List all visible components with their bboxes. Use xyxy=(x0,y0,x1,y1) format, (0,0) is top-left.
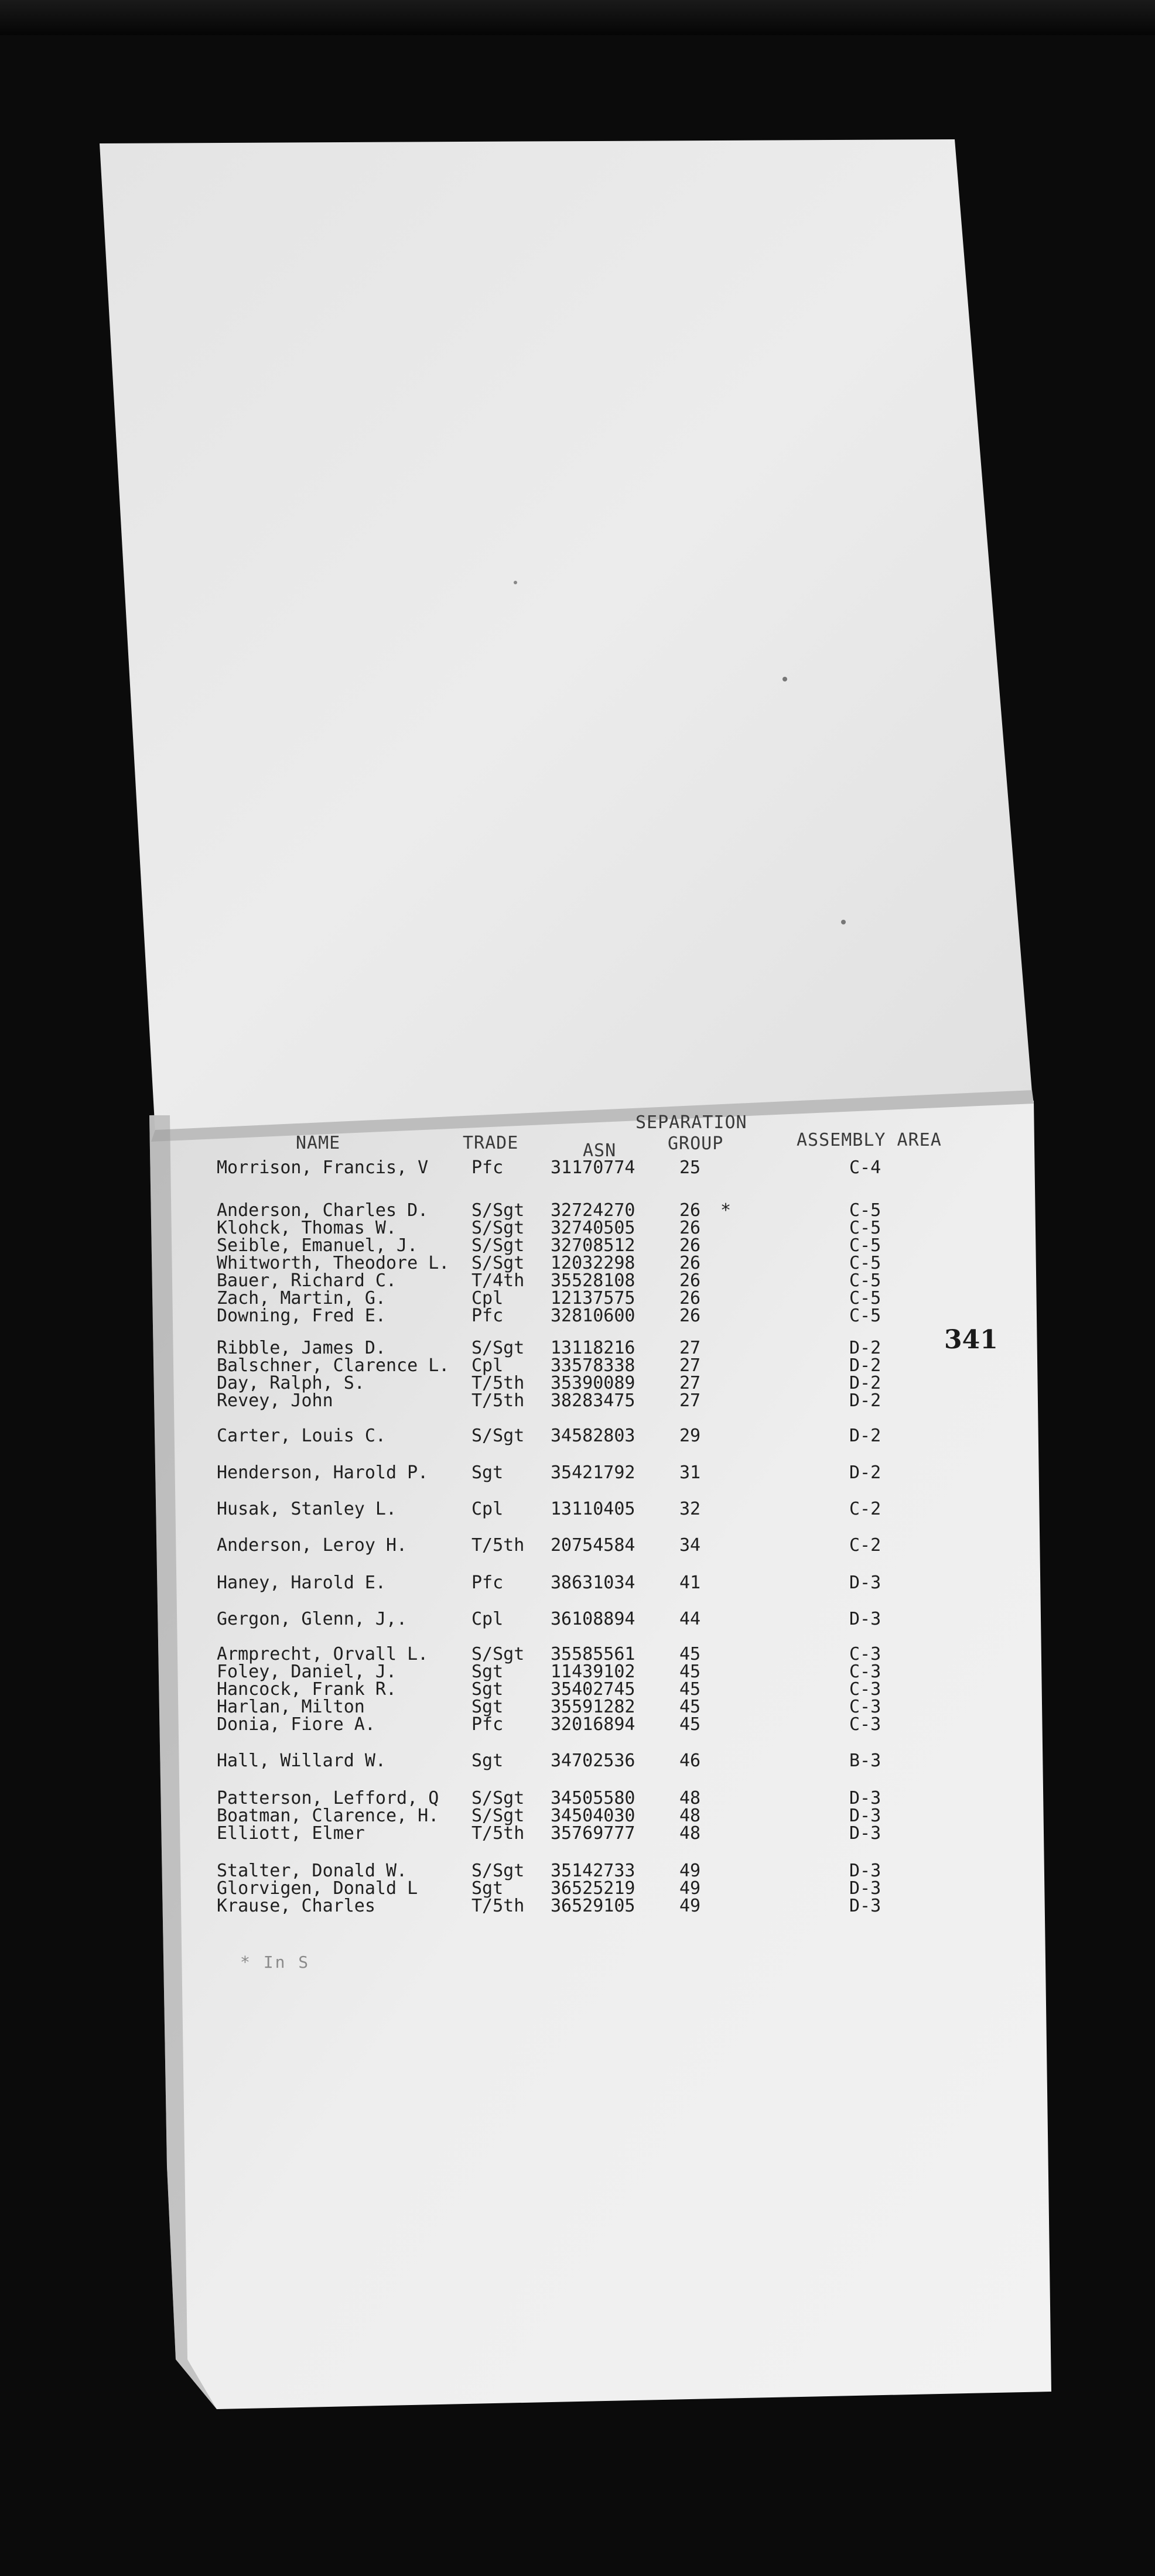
row-asn: 33578338 xyxy=(551,1355,635,1376)
row-name: Patterson, Lefford, Q xyxy=(217,1788,439,1808)
table-row xyxy=(164,1373,925,1393)
table-row xyxy=(164,1253,925,1273)
row-area: C-5 xyxy=(849,1270,881,1291)
row-area: D-3 xyxy=(849,1878,881,1899)
row-group: 31 xyxy=(679,1462,701,1483)
row-trade: Sgt xyxy=(471,1697,504,1717)
speck xyxy=(841,920,846,924)
row-group: 45 xyxy=(679,1662,701,1682)
row-group: 27 xyxy=(679,1373,701,1393)
table-row xyxy=(164,1788,925,1808)
row-group: 45 xyxy=(679,1644,701,1664)
row-group: 25 xyxy=(679,1157,701,1178)
row-name: Bauer, Richard C. xyxy=(217,1270,397,1291)
table-row xyxy=(164,1499,925,1519)
row-trade: Pfc xyxy=(471,1306,504,1326)
row-group: 26 xyxy=(679,1306,701,1326)
row-trade: S/Sgt xyxy=(471,1253,525,1273)
table-row xyxy=(164,1462,925,1482)
table-row xyxy=(164,1390,925,1410)
upper-sheet xyxy=(100,139,1032,1133)
row-asn: 13110405 xyxy=(551,1499,635,1519)
row-area: C-5 xyxy=(849,1306,881,1326)
row-name: Hancock, Frank R. xyxy=(217,1679,397,1700)
row-group: 27 xyxy=(679,1390,701,1411)
table-row xyxy=(164,1878,925,1898)
row-trade: Cpl xyxy=(471,1609,504,1629)
header-name: NAME xyxy=(296,1133,341,1153)
row-name: Donia, Fiore A. xyxy=(217,1714,375,1735)
row-name: Anderson, Leroy H. xyxy=(217,1535,408,1556)
table-row xyxy=(164,1338,925,1358)
row-group: 49 xyxy=(679,1878,701,1899)
row-area: C-5 xyxy=(849,1253,881,1273)
row-mark: * xyxy=(720,1200,732,1221)
row-trade: T/5th xyxy=(471,1823,525,1844)
row-group: 27 xyxy=(679,1338,701,1358)
row-name: Morrison, Francis, V xyxy=(217,1157,429,1178)
row-trade: Cpl xyxy=(471,1355,504,1376)
row-trade: Cpl xyxy=(471,1499,504,1519)
row-asn: 34505580 xyxy=(551,1788,635,1808)
row-asn: 36525219 xyxy=(551,1878,635,1899)
header-separation: SEPARATION xyxy=(635,1112,747,1133)
row-trade: T/5th xyxy=(471,1390,525,1411)
row-area: C-3 xyxy=(849,1697,881,1717)
row-trade: Sgt xyxy=(471,1462,504,1483)
row-group: 45 xyxy=(679,1679,701,1700)
table-row xyxy=(164,1697,925,1717)
speck xyxy=(782,677,787,681)
row-trade: S/Sgt xyxy=(471,1861,525,1881)
row-area: C-5 xyxy=(849,1235,881,1256)
row-name: Day, Ralph, S. xyxy=(217,1373,365,1393)
row-trade: Sgt xyxy=(471,1662,504,1682)
row-area: D-2 xyxy=(849,1390,881,1411)
row-group: 44 xyxy=(679,1609,701,1629)
table-row xyxy=(164,1288,925,1308)
table-row xyxy=(164,1861,925,1880)
row-area: D-3 xyxy=(849,1573,881,1593)
row-trade: Sgt xyxy=(471,1679,504,1700)
row-area: D-2 xyxy=(849,1462,881,1483)
row-name: Klohck, Thomas W. xyxy=(217,1218,397,1238)
row-trade: Pfc xyxy=(471,1157,504,1178)
row-name: Anderson, Charles D. xyxy=(217,1200,429,1221)
row-name: Elliott, Elmer xyxy=(217,1823,365,1844)
table-row xyxy=(164,1270,925,1290)
table-row xyxy=(164,1714,925,1734)
row-asn: 12137575 xyxy=(551,1288,635,1308)
row-asn: 38283475 xyxy=(551,1390,635,1411)
row-asn: 32724270 xyxy=(551,1200,635,1221)
row-asn: 36529105 xyxy=(551,1896,635,1916)
row-asn: 35585561 xyxy=(551,1644,635,1664)
row-trade: S/Sgt xyxy=(471,1218,525,1238)
row-trade: S/Sgt xyxy=(471,1235,525,1256)
table-row xyxy=(164,1355,925,1375)
header-area: ASSEMBLY AREA xyxy=(797,1130,942,1150)
row-trade: Pfc xyxy=(471,1714,504,1735)
row-asn: 31170774 xyxy=(551,1157,635,1178)
footnote: * In S xyxy=(240,1952,310,1972)
roster-list xyxy=(164,1112,1043,1979)
row-asn: 35421792 xyxy=(551,1462,635,1483)
row-asn: 11439102 xyxy=(551,1662,635,1682)
row-name: Carter, Louis C. xyxy=(217,1426,386,1446)
row-name: Harlan, Milton xyxy=(217,1697,365,1717)
row-asn: 35402745 xyxy=(551,1679,635,1700)
row-group: 45 xyxy=(679,1697,701,1717)
row-trade: S/Sgt xyxy=(471,1426,525,1446)
row-asn: 12032298 xyxy=(551,1253,635,1273)
row-area: C-3 xyxy=(849,1714,881,1735)
table-row xyxy=(164,1806,925,1825)
table-row xyxy=(164,1235,925,1255)
row-trade: T/5th xyxy=(471,1535,525,1556)
row-name: Boatman, Clarence, H. xyxy=(217,1806,439,1826)
row-asn: 35142733 xyxy=(551,1861,635,1881)
row-trade: S/Sgt xyxy=(471,1644,525,1664)
table-row xyxy=(164,1535,925,1555)
row-asn: 34504030 xyxy=(551,1806,635,1826)
row-name: Armprecht, Orvall L. xyxy=(217,1644,429,1664)
row-name: Haney, Harold E. xyxy=(217,1573,386,1593)
row-group: 49 xyxy=(679,1861,701,1881)
row-area: B-3 xyxy=(849,1751,881,1771)
header-group: GROUP xyxy=(668,1133,724,1154)
row-name: Krause, Charles xyxy=(217,1896,375,1916)
row-name: Henderson, Harold P. xyxy=(217,1462,429,1483)
row-area: C-3 xyxy=(849,1644,881,1664)
table-row xyxy=(164,1644,925,1664)
table-row xyxy=(164,1306,925,1325)
row-name: Downing, Fred E. xyxy=(217,1306,386,1326)
row-asn: 32016894 xyxy=(551,1714,635,1735)
row-trade: Cpl xyxy=(471,1288,504,1308)
row-asn: 35769777 xyxy=(551,1823,635,1844)
row-name: Zach, Martin, G. xyxy=(217,1288,386,1308)
row-group: 29 xyxy=(679,1426,701,1446)
row-asn: 20754584 xyxy=(551,1535,635,1556)
row-area: D-3 xyxy=(849,1788,881,1808)
row-name: Foley, Daniel, J. xyxy=(217,1662,397,1682)
row-name: Revey, John xyxy=(217,1390,333,1411)
row-trade: S/Sgt xyxy=(471,1806,525,1826)
row-asn: 13118216 xyxy=(551,1338,635,1358)
row-area: C-3 xyxy=(849,1662,881,1682)
row-area: C-5 xyxy=(849,1200,881,1221)
row-group: 45 xyxy=(679,1714,701,1735)
row-asn: 32740505 xyxy=(551,1218,635,1238)
row-name: Ribble, James D. xyxy=(217,1338,386,1358)
row-asn: 35390089 xyxy=(551,1373,635,1393)
row-area: C-4 xyxy=(849,1157,881,1178)
row-name: Gergon, Glenn, J,. xyxy=(217,1609,408,1629)
row-area: C-5 xyxy=(849,1218,881,1238)
row-group: 26 xyxy=(679,1200,701,1221)
row-area: D-2 xyxy=(849,1426,881,1446)
row-group: 48 xyxy=(679,1806,701,1826)
row-group: 32 xyxy=(679,1499,701,1519)
row-name: Husak, Stanley L. xyxy=(217,1499,397,1519)
row-asn: 35591282 xyxy=(551,1697,635,1717)
row-asn: 34702536 xyxy=(551,1751,635,1771)
row-trade: T/5th xyxy=(471,1373,525,1393)
header-trade: TRADE xyxy=(463,1133,519,1153)
row-asn: 35528108 xyxy=(551,1270,635,1291)
row-trade: T/5th xyxy=(471,1896,525,1916)
row-group: 34 xyxy=(679,1535,701,1556)
row-trade: S/Sgt xyxy=(471,1788,525,1808)
row-area: D-3 xyxy=(849,1823,881,1844)
row-group: 26 xyxy=(679,1270,701,1291)
row-asn: 36108894 xyxy=(551,1609,635,1629)
table-row xyxy=(164,1679,925,1699)
row-group: 26 xyxy=(679,1253,701,1273)
page-number: 341 xyxy=(944,1325,998,1355)
row-trade: Sgt xyxy=(471,1878,504,1899)
row-group: 41 xyxy=(679,1573,701,1593)
row-asn: 38631034 xyxy=(551,1573,635,1593)
row-name: Balschner, Clarence L. xyxy=(217,1355,450,1376)
table-row xyxy=(164,1200,925,1220)
row-group: 26 xyxy=(679,1288,701,1308)
row-group: 48 xyxy=(679,1788,701,1808)
row-area: C-2 xyxy=(849,1499,881,1519)
row-name: Hall, Willard W. xyxy=(217,1751,386,1771)
row-area: C-3 xyxy=(849,1679,881,1700)
table-row xyxy=(164,1609,925,1629)
row-trade: S/Sgt xyxy=(471,1338,525,1358)
row-asn: 34582803 xyxy=(551,1426,635,1446)
table-row xyxy=(164,1573,925,1592)
row-area: C-5 xyxy=(849,1288,881,1308)
table-row xyxy=(164,1751,925,1770)
row-group: 49 xyxy=(679,1896,701,1916)
table-row xyxy=(164,1896,925,1916)
row-trade: Pfc xyxy=(471,1573,504,1593)
row-area: C-2 xyxy=(849,1535,881,1556)
table-row xyxy=(164,1157,925,1177)
table-row xyxy=(164,1426,925,1445)
row-area: D-3 xyxy=(849,1896,881,1916)
row-name: Seible, Emanuel, J. xyxy=(217,1235,418,1256)
row-trade: S/Sgt xyxy=(471,1200,525,1221)
table-row xyxy=(164,1218,925,1238)
row-asn: 32708512 xyxy=(551,1235,635,1256)
row-trade: T/4th xyxy=(471,1270,525,1291)
row-name: Whitworth, Theodore L. xyxy=(217,1253,450,1273)
table-row xyxy=(164,1662,925,1681)
row-area: D-3 xyxy=(849,1861,881,1881)
row-group: 26 xyxy=(679,1218,701,1238)
row-area: D-2 xyxy=(849,1373,881,1393)
speck xyxy=(514,581,517,584)
row-group: 27 xyxy=(679,1355,701,1376)
row-area: D-2 xyxy=(849,1338,881,1358)
table-row xyxy=(164,1823,925,1843)
row-group: 26 xyxy=(679,1235,701,1256)
row-name: Glorvigen, Donald L xyxy=(217,1878,418,1899)
row-group: 48 xyxy=(679,1823,701,1844)
row-trade: Sgt xyxy=(471,1751,504,1771)
row-area: D-3 xyxy=(849,1609,881,1629)
row-asn: 32810600 xyxy=(551,1306,635,1326)
row-name: Stalter, Donald W. xyxy=(217,1861,408,1881)
header-asn: ASN xyxy=(583,1140,617,1161)
row-area: D-2 xyxy=(849,1355,881,1376)
row-area: D-3 xyxy=(849,1806,881,1826)
row-group: 46 xyxy=(679,1751,701,1771)
